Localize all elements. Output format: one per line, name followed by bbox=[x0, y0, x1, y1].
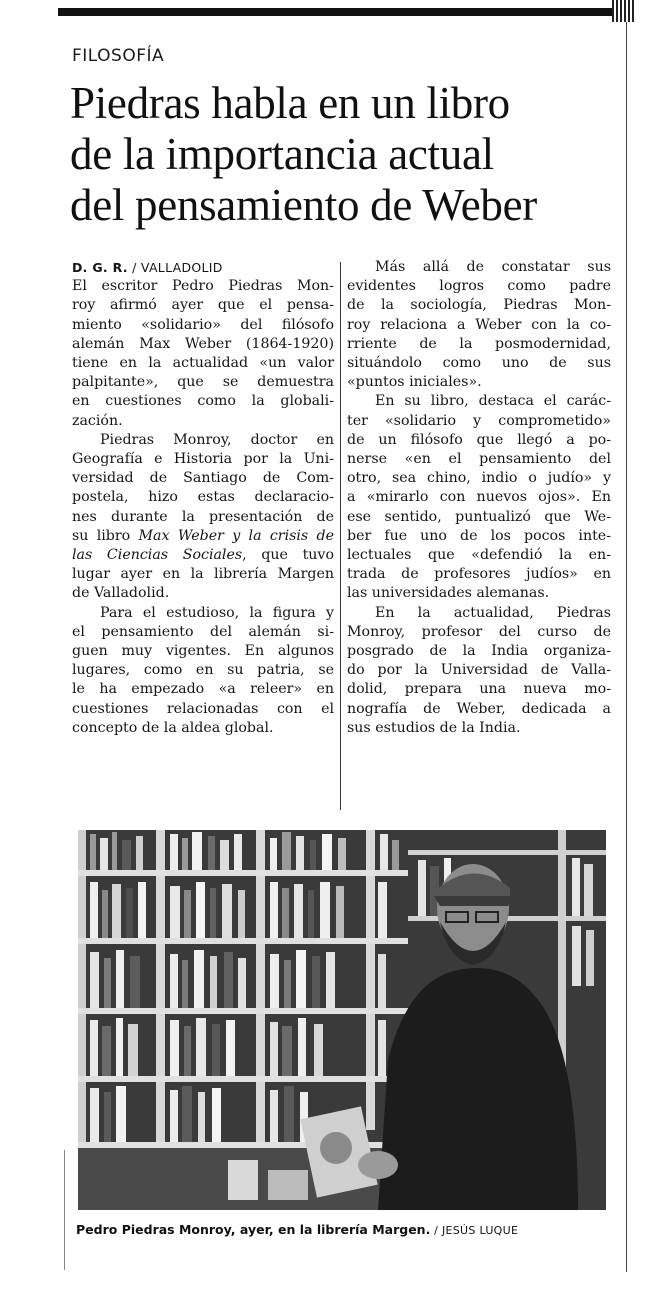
text-line: Más allá de constatar sus bbox=[375, 259, 611, 275]
text-line: evidentes logros como padre bbox=[347, 278, 611, 295]
text-line: rriente de la posmodernidad, bbox=[347, 335, 611, 352]
byline-separator: / bbox=[127, 260, 141, 275]
text-line: guen muy vigentes. En algunos bbox=[72, 643, 334, 660]
left-margin-rule bbox=[64, 1150, 65, 1270]
text-line: sus estudios de la India. bbox=[347, 719, 521, 736]
headline bbox=[70, 78, 615, 231]
book-title: las Ciencias Sociales bbox=[72, 547, 243, 564]
text-line: Piedras Monroy, doctor en bbox=[100, 431, 334, 448]
paragraph bbox=[72, 604, 334, 738]
headline-line: de la importancia actual bbox=[70, 129, 494, 179]
text-fragment: su libro bbox=[72, 527, 139, 544]
text-line: «puntos iniciales». bbox=[347, 374, 482, 391]
text-line: nografía de Weber, dedicada a bbox=[347, 700, 611, 717]
text-line: nes durante la presentación de bbox=[72, 508, 334, 525]
text-line: en cuestiones como la globali- bbox=[72, 393, 334, 410]
text-line: zación. bbox=[72, 412, 123, 429]
text-line: Monroy, profesor del curso de bbox=[347, 623, 611, 640]
article-column-2 bbox=[347, 258, 611, 738]
byline bbox=[72, 258, 334, 277]
article-column-1 bbox=[72, 258, 334, 738]
text-line: ese sentido, puntualizó que We- bbox=[347, 508, 611, 525]
corner-mark bbox=[612, 0, 636, 22]
byline-place: VALLADOLID bbox=[140, 260, 223, 275]
text-line: En su libro, destaca el carác- bbox=[375, 393, 611, 410]
text-line: El escritor Pedro Piedras Mon- bbox=[72, 278, 334, 295]
right-margin-rule bbox=[626, 22, 627, 1272]
headline-line: Piedras habla en un libro bbox=[70, 78, 510, 128]
text-line: a «mirarlo con nuevos ojos». En bbox=[347, 489, 611, 506]
text-line: el pensamiento del alemán si- bbox=[72, 623, 334, 640]
text-line: las universidades alemanas. bbox=[347, 585, 550, 602]
bookstore-photo bbox=[78, 830, 606, 1210]
text-line: de la sociología, Piedras Mon- bbox=[347, 297, 611, 314]
paragraph bbox=[347, 604, 611, 738]
paragraph bbox=[347, 392, 611, 603]
photo-caption bbox=[76, 1222, 518, 1237]
text-line: roy relaciona a Weber con la co- bbox=[347, 316, 611, 333]
text-line: palpitante», que se demuestra bbox=[72, 374, 334, 391]
text-fragment: , que tuvo bbox=[242, 547, 334, 564]
text-line: le ha empezado «a releer» en bbox=[72, 681, 334, 698]
section-label: FILOSOFÍA bbox=[72, 46, 165, 66]
text-line: alemán Max Weber (1864-1920) bbox=[72, 335, 334, 352]
text-line: lugar ayer en la librería Margen bbox=[72, 566, 334, 583]
text-line: Geografía e Historia por la Uni- bbox=[72, 451, 334, 468]
text-line: ber fue uno de los pocos inte- bbox=[347, 527, 611, 544]
byline-authors: D. G. R. bbox=[72, 260, 128, 275]
paragraph bbox=[347, 258, 611, 392]
text-line: trada de profesores judíos» en bbox=[347, 566, 611, 583]
text-line: En la actualidad, Piedras bbox=[375, 604, 611, 621]
paragraph bbox=[72, 431, 334, 604]
column-separator bbox=[340, 262, 341, 810]
text-line: situándolo como uno de sus bbox=[347, 355, 611, 372]
text-line: posgrado de la India organiza- bbox=[347, 643, 611, 660]
headline-line: del pensamiento de Weber bbox=[70, 180, 537, 230]
text-line: concepto de la aldea global. bbox=[72, 719, 274, 736]
text-line: miento «solidario» del filósofo bbox=[72, 316, 334, 333]
text-line: dolid, prepara una nueva mo- bbox=[347, 681, 611, 698]
text-line: ter «solidario y comprometido» bbox=[347, 412, 611, 429]
text-line: nerse «en el pensamiento del bbox=[347, 451, 611, 468]
photo bbox=[78, 830, 606, 1210]
text-line: versidad de Santiago de Com- bbox=[72, 470, 334, 487]
book-title: Max Weber y la crisis de bbox=[138, 527, 334, 544]
text-line: do por la Universidad de Valla- bbox=[347, 662, 611, 679]
text-line: otro, sea chino, indio o judío» y bbox=[347, 470, 611, 487]
text-line: Para el estudioso, la figura y bbox=[100, 604, 334, 621]
photo-credit: JESÚS LUQUE bbox=[441, 1224, 519, 1237]
text-line bbox=[72, 546, 334, 565]
top-rule bbox=[58, 8, 614, 16]
text-line: de un filósofo que llegó a po- bbox=[347, 431, 611, 448]
text-line: tiene en la actualidad «un valor bbox=[72, 355, 334, 372]
text-line: de Valladolid. bbox=[72, 585, 170, 602]
text-line bbox=[72, 527, 334, 546]
text-line: lectuales que «defendió la en- bbox=[347, 547, 611, 564]
text-line: roy afirmó ayer que el pensa- bbox=[72, 297, 334, 314]
caption-separator: / bbox=[430, 1224, 442, 1237]
paragraph bbox=[72, 277, 334, 431]
text-line: postela, hizo estas declaracio- bbox=[72, 489, 334, 506]
text-line: lugares, como en su patria, se bbox=[72, 662, 334, 679]
text-line: cuestiones relacionadas con el bbox=[72, 700, 334, 717]
caption-text: Pedro Piedras Monroy, ayer, en la librería Margen. bbox=[76, 1222, 431, 1237]
